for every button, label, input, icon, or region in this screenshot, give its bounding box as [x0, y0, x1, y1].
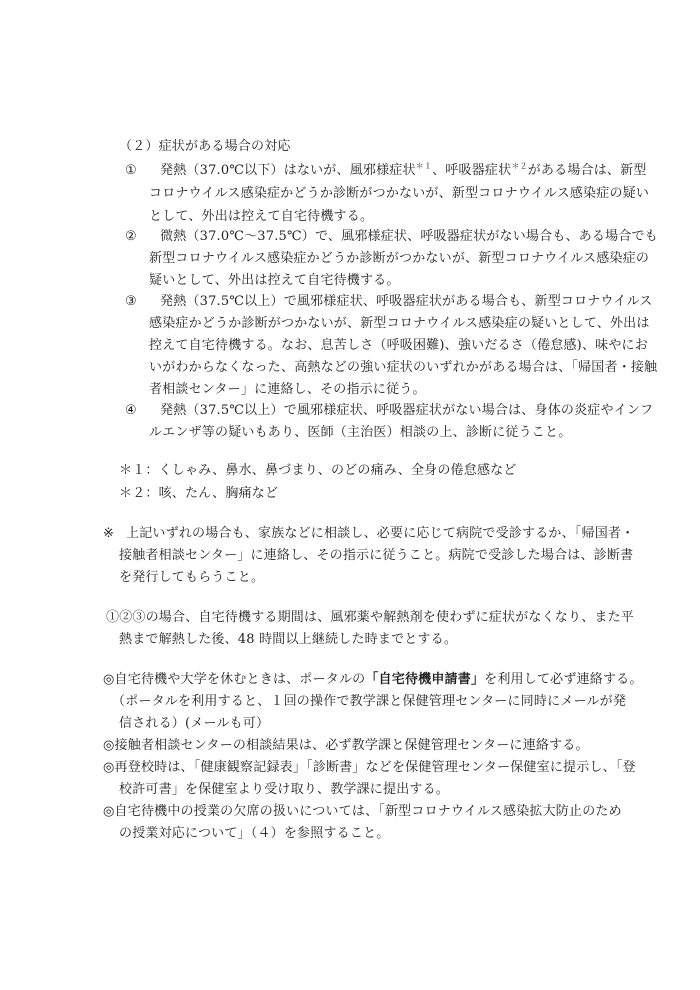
period-line-1: ①②③の場合、自宅待機する期間は、風邪薬や解熱剤を使わずに症状がなくなり、また平: [106, 610, 635, 625]
item-2-marker: ②: [125, 229, 137, 244]
item-1-line-2: コロナウイルス感染症かどうか診断がつかないが、新型コロナウイルス感染症の疑い: [149, 186, 650, 201]
item-1-marker: ①: [125, 163, 137, 178]
footnote-1: ＊１：くしゃみ、鼻水、鼻づまり、のどの痛み、全身の倦怠感など: [119, 463, 517, 478]
item-2-line-1: 微熱（37.0℃～37.5℃）で、風邪様症状、呼吸器症状がない場合も、ある場合でも: [160, 229, 658, 244]
item-3-line-3: 控えて自宅待機する。なお、息苦しさ（呼吸困難)、強いだるさ（倦怠感)、味やにお: [149, 338, 648, 353]
bullet-1-line-1: ◎自宅待機や大学を休むときは、ポータルの「自宅待機申請書」を利用して必ず連絡する。: [103, 672, 643, 687]
item-2-line-2: 新型コロナウイルス感染症かどうか診断がつかないが、新型コロナウイルス感染症の: [149, 251, 650, 266]
note-marker: ※: [103, 526, 115, 541]
footnote-2: ＊２：咳、たん、胸痛など: [119, 486, 279, 501]
item-1-line-3: として、外出は控えて自宅待機する。: [149, 209, 374, 224]
item-3-line-4: いがわからなくなった、高熱などの強い症状のいずれかがある場合は、「帰国者・接触: [149, 360, 658, 375]
item-3-line-5: 者相談センター」に連絡し、その指示に従う。: [149, 382, 426, 397]
bullet-1-line-3: 信される）(メールも可）: [119, 716, 270, 731]
item-3-marker: ③: [125, 294, 137, 309]
item-3-line-1: 発熱（37.5℃以上）で風邪様症状、呼吸器症状がある場合も、新型コロナウイルス: [160, 294, 653, 309]
bullet-3-line-1: ◎再登校時は、「健康観察記録表」「診断書」などを保健管理センター保健室に提示し、「登: [103, 760, 636, 775]
bullet-4-line-2: の授業対応について」（４）を参照すること。: [119, 826, 390, 841]
item-3-line-2: 感染症かどうか診断がつかないが、新型コロナウイルス感染症の疑いとして、外出は: [149, 316, 650, 331]
note-line-1: 上記いずれの場合も、家族などに相談し、必要に応じて病院で受診するか、「帰国者・: [126, 526, 635, 541]
bullet-4-line-1: ◎自宅待機中の授業の欠席の扱いについては、「新型コロナウイルス感染拡大防止のため: [103, 804, 622, 819]
section-title: （２）症状がある場合の対応: [119, 139, 291, 154]
period-line-2: 熱まで解熱した後、48 時間以上継続した時までとする。: [119, 632, 458, 647]
item-4-marker: ④: [125, 403, 137, 418]
item-2-line-3: 疑いとして、外出は控えて自宅待機する。: [149, 273, 400, 288]
item-4-line-2: ルエンザ等の疑いもあり、医師（主治医）相談の上、診断に従うこと。: [149, 425, 572, 440]
bullet-2: ◎接触者相談センターの相談結果は、必ず教学課と保健管理センターに連絡する。: [103, 738, 589, 753]
note-line-3: を発行してもらうこと。: [119, 570, 265, 585]
item-4-line-1: 発熱（37.5℃以上）で風邪様症状、呼吸器症状がない場合は、身体の炎症やインフ: [160, 403, 654, 418]
application-form-highlight: 「自宅待機申請書」: [365, 672, 485, 687]
bullet-3-line-2: 校許可書」を保健室より受け取り、教学課に提出する。: [119, 782, 450, 797]
item-1-line-1: 発熱（37.0℃以下）はないが、風邪様症状$^{*1}$、呼吸器症状$^{*2}$がある場合は、新型: [160, 161, 647, 178]
note-line-2: 接触者相談センター」に連絡し、その指示に従うこと。病院で受診した場合は、診断書: [119, 548, 634, 563]
bullet-1-line-2: （ポータルを利用すると、１回の操作で教学課と保健管理センターに同時にメールが発: [112, 694, 627, 709]
